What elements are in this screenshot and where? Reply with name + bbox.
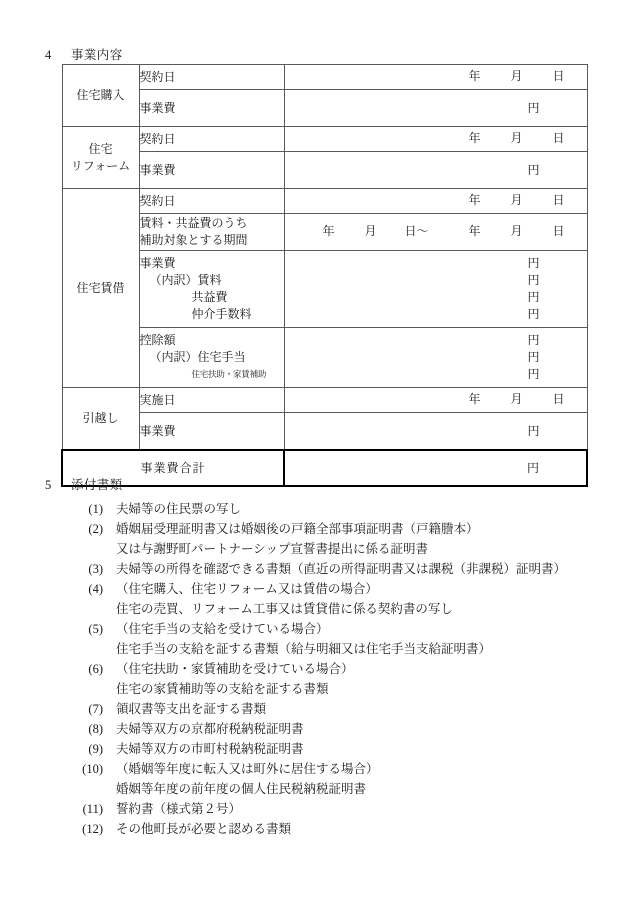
list-item bbox=[61, 619, 601, 659]
yen-label: 円 bbox=[527, 333, 540, 347]
table-row bbox=[62, 328, 587, 388]
item-label-contract-date: 契約日 bbox=[139, 65, 284, 90]
list-item-body bbox=[103, 699, 601, 719]
list-item bbox=[61, 739, 601, 759]
list-item bbox=[61, 579, 601, 619]
list-item-number: (1) bbox=[88, 502, 103, 516]
yen-label: 円 bbox=[527, 423, 540, 438]
month-label: 月 bbox=[510, 193, 523, 207]
list-item bbox=[61, 519, 601, 559]
yen-label: 円 bbox=[527, 100, 540, 115]
item-label-project-cost: 事業費 bbox=[139, 152, 284, 189]
list-item-line: 住宅の売買、リフォーム工事又は賃貸借に係る契約書の写し bbox=[116, 602, 453, 616]
value-cell-contract-date[interactable] bbox=[284, 189, 587, 214]
list-item-body bbox=[103, 559, 601, 579]
item-label-line: 賃料・共益費のうち bbox=[139, 216, 248, 230]
list-item-body bbox=[103, 799, 601, 819]
month-label: 月 bbox=[510, 131, 523, 145]
breakdown-line: （内訳）賃料 bbox=[149, 273, 222, 287]
list-item-line: 領収書等支出を証する書類 bbox=[116, 702, 267, 716]
range-start-year-label: 年 bbox=[322, 224, 335, 238]
item-label-subsidy-period bbox=[139, 214, 284, 251]
list-item-number: (11) bbox=[82, 802, 103, 816]
breakdown-line: 控除額 bbox=[139, 333, 176, 347]
list-item-body bbox=[103, 519, 601, 559]
range-end-day-label: 日 bbox=[552, 224, 565, 238]
list-item bbox=[61, 499, 601, 519]
list-item-line: 夫婦等の所得を確認できる書類（直近の所得証明書又は課税（非課税）証明書） bbox=[116, 562, 567, 576]
date-label-group bbox=[285, 388, 587, 412]
list-item-line: （住宅購入、住宅リフォーム又は賃借の場合） bbox=[116, 582, 378, 596]
day-label: 日 bbox=[552, 69, 565, 83]
breakdown-line: （内訳）住宅手当 bbox=[149, 350, 246, 364]
list-item bbox=[61, 559, 601, 579]
category-cell-housing-rental: 住宅賃借 bbox=[62, 189, 139, 388]
item-label-deduction-breakdown bbox=[139, 328, 284, 388]
date-label-group bbox=[285, 127, 587, 151]
yen-label: 円 bbox=[527, 307, 540, 321]
value-cell-project-cost[interactable] bbox=[284, 90, 587, 127]
list-item-number: (8) bbox=[88, 722, 103, 736]
section-5-heading bbox=[45, 477, 123, 493]
category-line: リフォーム bbox=[70, 158, 131, 173]
category-cell-housing-purchase: 住宅購入 bbox=[62, 65, 139, 127]
value-cell-deduction-breakdown[interactable] bbox=[284, 328, 587, 388]
list-item-body bbox=[103, 719, 601, 739]
yen-label: 円 bbox=[527, 350, 540, 364]
date-label-group bbox=[285, 189, 587, 213]
value-cell-subsidy-period[interactable] bbox=[284, 214, 587, 251]
list-item-line: 婚姻届受理証明書又は婚姻後の戸籍全部事項証明書（戸籍謄本） bbox=[116, 522, 479, 536]
list-item-line: （婚姻等年度に転入又は町外に居住する場合） bbox=[116, 762, 379, 776]
list-item-body bbox=[103, 619, 601, 659]
yen-label-stack bbox=[285, 251, 587, 327]
list-item-number: (3) bbox=[88, 562, 103, 576]
yen-label: 円 bbox=[527, 290, 540, 304]
yen-label: 円 bbox=[527, 273, 540, 287]
list-item bbox=[61, 699, 601, 719]
business-content-table bbox=[61, 64, 588, 487]
category-cell-housing-reform bbox=[62, 127, 139, 189]
value-cell-contract-date[interactable] bbox=[284, 65, 587, 90]
table-row bbox=[62, 251, 587, 328]
breakdown-line: 仲介手数料 bbox=[191, 307, 252, 321]
list-item-number: (5) bbox=[88, 622, 103, 636]
yen-label: 円 bbox=[526, 460, 539, 475]
list-item-body bbox=[103, 759, 601, 799]
list-item-line: 夫婦等の住民票の写し bbox=[116, 502, 242, 516]
list-item bbox=[61, 659, 601, 699]
year-label: 年 bbox=[468, 131, 481, 145]
breakdown-line: 事業費 bbox=[139, 256, 176, 270]
value-cell-project-cost-breakdown[interactable] bbox=[284, 251, 587, 328]
list-item-line: 誓約書（様式第２号） bbox=[116, 802, 242, 816]
table-row bbox=[62, 388, 587, 413]
value-cell-contract-date[interactable] bbox=[284, 127, 587, 152]
day-label: 日 bbox=[552, 131, 565, 145]
range-end-year-label: 年 bbox=[468, 224, 481, 238]
yen-label: 円 bbox=[527, 367, 540, 381]
range-end-month-label: 月 bbox=[510, 224, 523, 238]
list-item-number: (7) bbox=[88, 702, 103, 716]
table-row-total bbox=[62, 450, 587, 486]
item-label-contract-date: 契約日 bbox=[139, 189, 284, 214]
day-label: 日 bbox=[552, 392, 565, 406]
list-item-number: (10) bbox=[82, 762, 103, 776]
list-item-line: （住宅扶助・家賃補助を受けている場合） bbox=[116, 662, 354, 676]
item-label-project-cost-breakdown bbox=[139, 251, 284, 328]
category-cell-moving: 引越し bbox=[62, 388, 139, 451]
list-item-body bbox=[103, 659, 601, 699]
list-item-body bbox=[103, 579, 601, 619]
list-item-line: （住宅手当の支給を受けている場合） bbox=[116, 622, 329, 636]
list-item-line: その他町長が必要と認める書類 bbox=[116, 822, 292, 836]
section-5-number: 5 bbox=[45, 478, 52, 492]
date-label-group bbox=[285, 65, 587, 89]
item-label-contract-date: 契約日 bbox=[139, 127, 284, 152]
list-item-number: (6) bbox=[88, 662, 103, 676]
yen-label-stack bbox=[285, 328, 587, 387]
yen-label: 円 bbox=[527, 256, 540, 270]
month-label: 月 bbox=[510, 392, 523, 406]
value-cell-project-cost[interactable] bbox=[284, 413, 587, 451]
list-item-line: 夫婦等双方の京都府税納税証明書 bbox=[116, 722, 304, 736]
breakdown-line-note: 住宅扶助・家賃補助 bbox=[191, 369, 267, 379]
list-item bbox=[61, 719, 601, 739]
list-item-number: (9) bbox=[88, 742, 103, 756]
value-cell-project-cost[interactable] bbox=[284, 152, 587, 189]
table-row bbox=[62, 214, 587, 251]
list-item-line: 婚姻等年度の前年度の個人住民税納税証明書 bbox=[116, 782, 367, 796]
month-label: 月 bbox=[510, 69, 523, 83]
day-label: 日 bbox=[552, 193, 565, 207]
category-line: 住宅 bbox=[88, 141, 113, 156]
list-item-line: 住宅の家賃補助等の支給を証する書類 bbox=[116, 682, 329, 696]
range-start-day-label: 日～ bbox=[404, 224, 429, 238]
list-item bbox=[61, 819, 601, 839]
section-4-number: 4 bbox=[45, 48, 52, 62]
value-cell-implementation-date[interactable] bbox=[284, 388, 587, 413]
table-row bbox=[62, 90, 587, 127]
date-range-label-group bbox=[285, 214, 587, 250]
table-row bbox=[62, 127, 587, 152]
table-row bbox=[62, 65, 587, 90]
year-label: 年 bbox=[468, 193, 481, 207]
breakdown-line: 共益費 bbox=[191, 290, 228, 304]
list-item-line: 夫婦等双方の市町村税納税証明書 bbox=[116, 742, 304, 756]
yen-label: 円 bbox=[527, 162, 540, 177]
item-label-line: 補助対象とする期間 bbox=[139, 233, 248, 247]
section-5-title: 添付書類 bbox=[71, 478, 123, 492]
list-item-body bbox=[103, 739, 601, 759]
range-start-month-label: 月 bbox=[364, 224, 377, 238]
item-label-project-cost: 事業費 bbox=[139, 90, 284, 127]
table-row bbox=[62, 413, 587, 451]
list-item-number: (4) bbox=[88, 582, 103, 596]
list-item-line: 住宅手当の支給を証する書類（給与明細又は住宅手当支給証明書） bbox=[116, 642, 492, 656]
item-label-project-cost: 事業費 bbox=[139, 413, 284, 451]
section-4-title: 事業内容 bbox=[71, 48, 123, 62]
table-row bbox=[62, 189, 587, 214]
list-item bbox=[61, 799, 601, 819]
item-label-implementation-date: 実施日 bbox=[139, 388, 284, 413]
year-label: 年 bbox=[468, 392, 481, 406]
list-item-line: 又は与謝野町パートナーシップ宣誓書提出に係る証明書 bbox=[116, 542, 429, 556]
value-cell-total[interactable] bbox=[284, 450, 587, 486]
list-item bbox=[61, 759, 601, 799]
total-label: 事業費合計 bbox=[62, 450, 284, 486]
list-item-body bbox=[103, 499, 601, 519]
list-item-body bbox=[103, 819, 601, 839]
list-item-number: (12) bbox=[82, 822, 103, 836]
table-row bbox=[62, 152, 587, 189]
attachment-list bbox=[61, 499, 601, 839]
year-label: 年 bbox=[468, 69, 481, 83]
list-item-number: (2) bbox=[88, 522, 103, 536]
section-4-heading bbox=[45, 47, 123, 63]
